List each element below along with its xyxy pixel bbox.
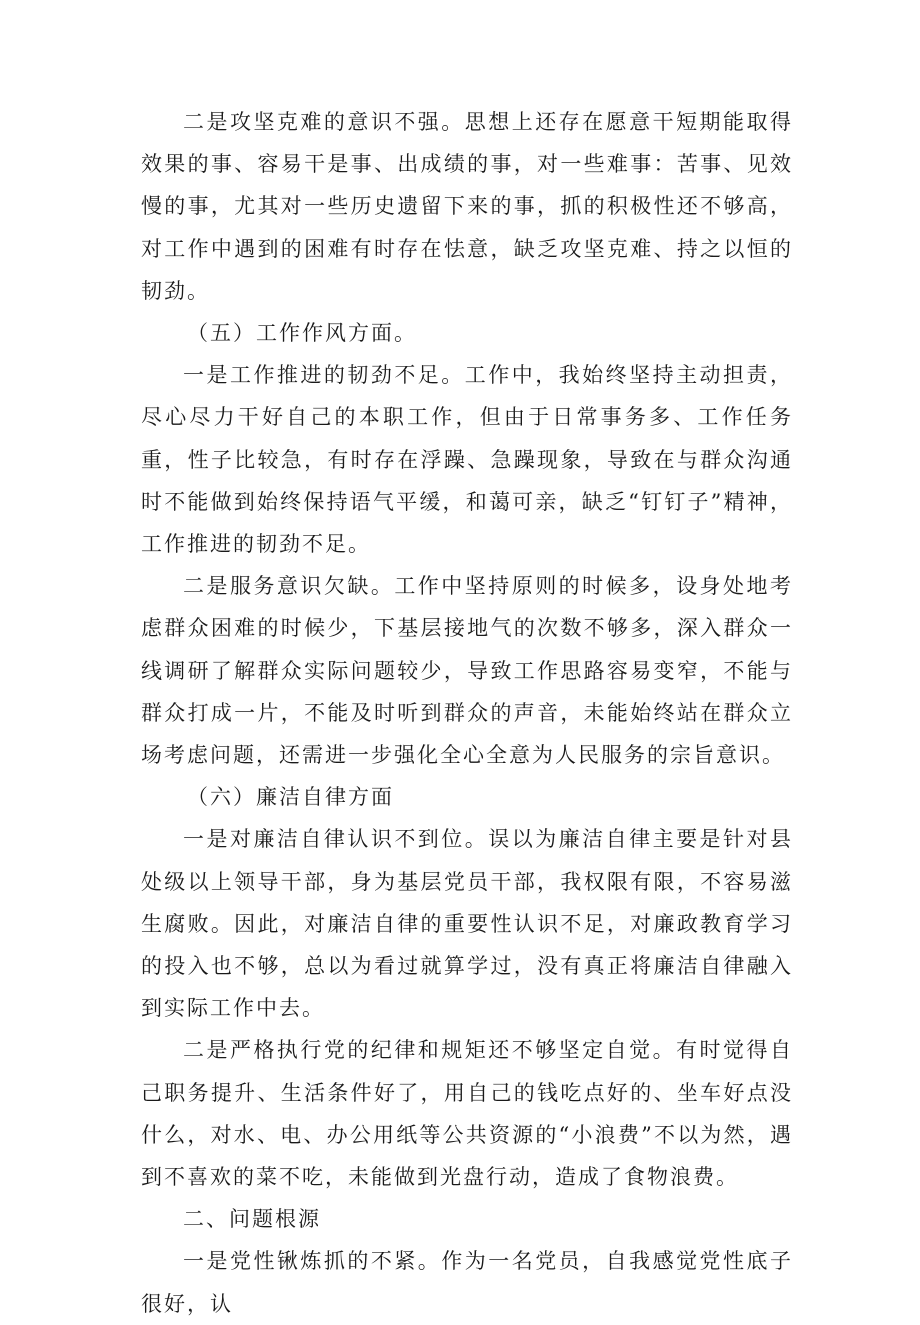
paragraph-1: 二是攻坚克难的意识不强。思想上还存在愿意干短期能取得效果的事、容易干是事、出成绩的事，对一些难事：苦事、见效慢的事，尤其对一些历史遗留下来的事，抓的积极性还不够高，对工作中遇到的困难有时存在怯意，缺乏攻坚克难、持之以恒的韧劲。 [141, 110, 793, 303]
section-heading-root-causes: 二、问题根源 [183, 1207, 321, 1232]
paragraph-5: 二是严格执行党的纪律和规矩还不够坚定自觉。有时觉得自己职务提升、生活条件好了，用自己的钱吃点好的、坐车好点没什么，对水、电、办公用纸等公共资源的“小浪费”不以为然，遇到不喜欢的菜不吃，未能做到光盘行动，造成了食物浪费。 [141, 1038, 793, 1190]
section-heading-work-style: （五）工作作风方面。 [187, 321, 417, 346]
paragraph-3: 二是服务意识欠缺。工作中坚持原则的时候多，设身处地考虑群众困难的时候少，下基层接地气的次数不够多，深入群众一线调研了解群众实际问题较少，导致工作思路容易变窄，不能与群众打成一片，不能及时听到群众的声音，未能始终站在群众立场考虑问题，还需进一步强化全心全意为人民服务的宗旨意识。 [141, 574, 793, 768]
document-body [141, 101, 793, 1325]
paragraph-6: 一是党性锹炼抓的不紧。作为一名党员，自我感觉党性底子很好，认 [141, 1249, 793, 1316]
paragraph-2: 一是工作推进的韧劲不足。工作中，我始终坚持主动担责，尽心尽力干好自己的本职工作，但由于日常事务多、工作任务重，性子比较急，有时存在浮躁、急躁现象，导致在与群众沟通时不能做到始终保持语气平缓，和蔼可亲，缺乏“钉钉子”精神，工作推进的韧劲不足。 [141, 363, 793, 557]
paragraph-4: 一是对廉洁自律认识不到位。误以为廉洁自律主要是针对县处级以上领导干部，身为基层党员干部，我权限有限，不容易滋生腐败。因此，对廉洁自律的重要性认识不足，对廉政教育学习的投入也不够，总以为看过就算学过，没有真正将廉洁自律融入到实际工作中去。 [141, 827, 793, 1021]
section-heading-integrity: （六）廉洁自律方面 [187, 785, 394, 810]
